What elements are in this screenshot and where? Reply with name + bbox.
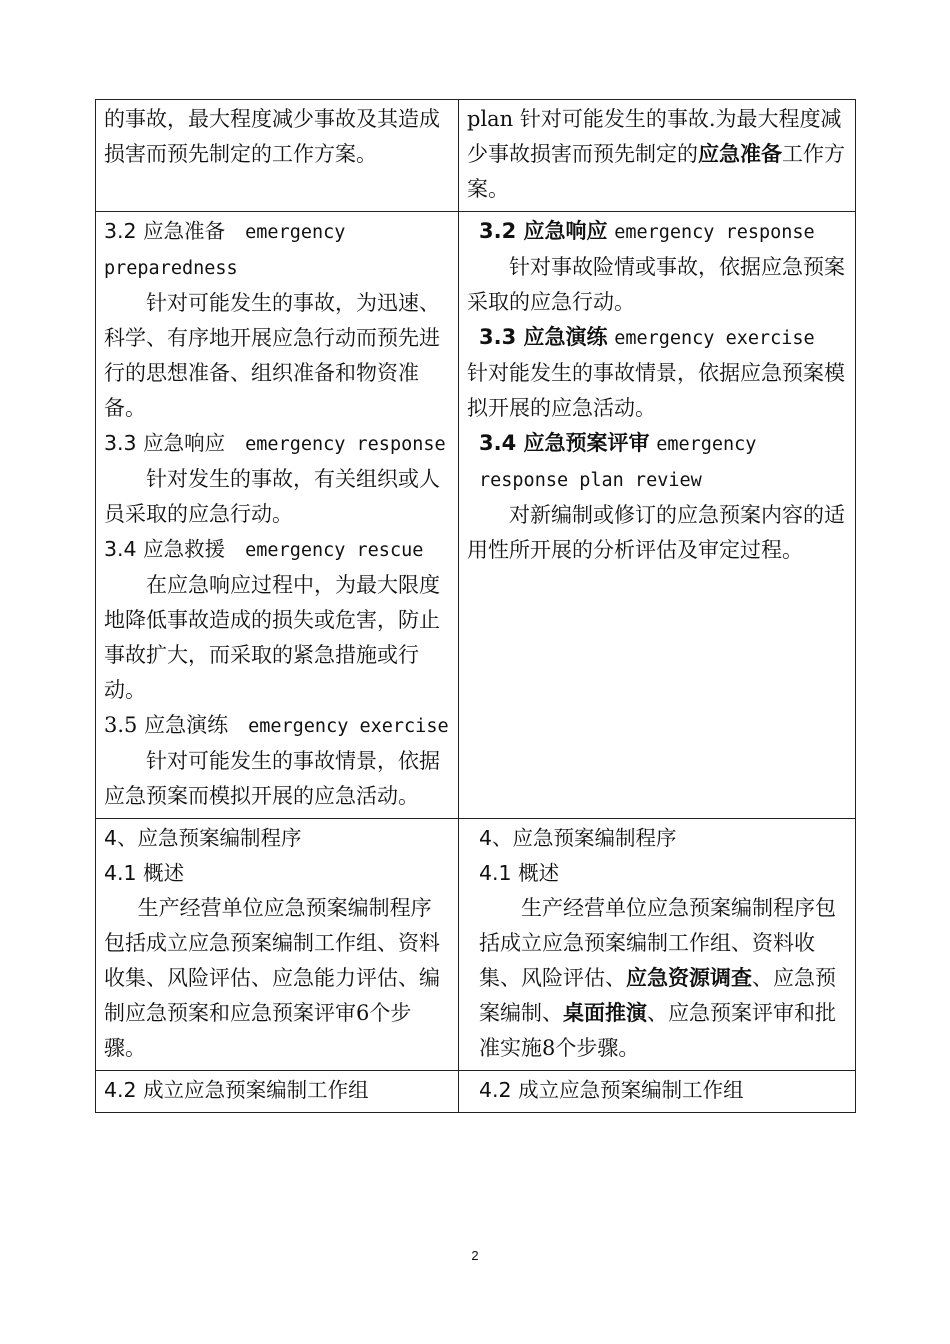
term-heading (467, 426, 847, 498)
text-span: 工作方案。 (467, 142, 845, 201)
section-subtitle: 4.1 概述 (479, 861, 560, 885)
cell-new-procedure (459, 819, 856, 1071)
term-english: emergency response plan review (479, 434, 757, 491)
section-title: 4、应急预案编制程序 (479, 826, 677, 850)
term-definition: 针对事故险情或事故，依据应急预案采取的应急行动。 (467, 255, 845, 314)
page-number: 2 (471, 1248, 479, 1263)
table-row (96, 212, 856, 819)
term-number: 3.4 应急救援 (104, 537, 226, 561)
text-span: plan 针对可能发生的事故.为最大程度减少事故损害而预先制定的 (467, 107, 842, 166)
cell-old-terms (96, 212, 459, 819)
term-number: 3.3 应急响应 (104, 431, 226, 455)
term-number: 3.4 应急预案评审 (479, 431, 650, 455)
cell-new-workgroup (459, 1071, 856, 1113)
term-english: emergency exercise (614, 328, 815, 349)
term-number: 3.3 应急演练 (479, 325, 608, 349)
term-english: emergency rescue (245, 540, 424, 561)
bold-term: 桌面推演 (563, 1001, 647, 1025)
comparison-table (95, 99, 856, 1113)
section-subtitle: 4.2 成立应急预案编制工作组 (104, 1078, 369, 1102)
term-heading (104, 426, 450, 462)
bold-term: 应急准备 (698, 142, 782, 166)
cell-new-plan-def (459, 100, 856, 212)
term-english: emergency preparedness (104, 222, 346, 279)
term-definition: 在应急响应过程中，为最大限度地降低事故造成的损失或危害，防止事故扩大，而采取的紧急措施或行动。 (104, 573, 440, 702)
section-subtitle: 4.1 概述 (104, 861, 185, 885)
section-body (467, 891, 847, 1066)
term-heading (104, 214, 450, 286)
term-definition: 针对可能发生的事故，为迅速、科学、有序地开展应急行动而预先进行的思想准备、组织准备和物资准备。 (104, 291, 440, 420)
section-body: 生产经营单位应急预案编制程序包括成立应急预案编制工作组、资料收集、风险评估、应急能力评估、编制应急预案和应急预案评审6个步骤。 (104, 896, 440, 1060)
text-span: 、应急预案评审和批准实施8个步骤。 (479, 1001, 836, 1060)
term-heading (467, 214, 847, 250)
paragraph: 的事故，最大程度减少事故及其造成损害而预先制定的工作方案。 (104, 107, 440, 166)
term-heading (104, 708, 450, 744)
term-definition: 针对发生的事故，有关组织或人员采取的应急行动。 (104, 467, 440, 526)
table-row (96, 1071, 856, 1113)
cell-old-procedure (96, 819, 459, 1071)
cell-old-workgroup (96, 1071, 459, 1113)
table-row (96, 819, 856, 1071)
term-english: emergency response (245, 434, 446, 455)
term-english: emergency response (614, 222, 815, 243)
term-number: 3.2 应急响应 (479, 219, 608, 243)
section-subtitle: 4.2 成立应急预案编制工作组 (479, 1078, 744, 1102)
text-span: 、应急预案编制、 (479, 966, 836, 1025)
term-heading (104, 532, 450, 568)
term-english: emergency exercise (248, 716, 449, 737)
bold-term: 应急资源调查 (626, 966, 752, 990)
table-row (96, 100, 856, 212)
term-definition: 针对能发生的事故情景，依据应急预案模拟开展的应急活动。 (467, 361, 845, 420)
cell-old-plan-def (96, 100, 459, 212)
text-span: 生产经营单位应急预案编制程序包括成立应急预案编制工作组、资料收集、风险评估、 (479, 896, 836, 990)
term-heading (467, 320, 847, 356)
term-number: 3.5 应急演练 (104, 713, 229, 737)
paragraph (467, 102, 847, 207)
term-definition: 对新编制或修订的应急预案内容的适用性所开展的分析评估及审定过程。 (467, 503, 845, 562)
section-title: 4、应急预案编制程序 (104, 826, 302, 850)
term-definition: 针对可能发生的事故情景，依据应急预案而模拟开展的应急活动。 (104, 749, 440, 808)
term-number: 3.2 应急准备 (104, 219, 226, 243)
cell-new-terms (459, 212, 856, 819)
